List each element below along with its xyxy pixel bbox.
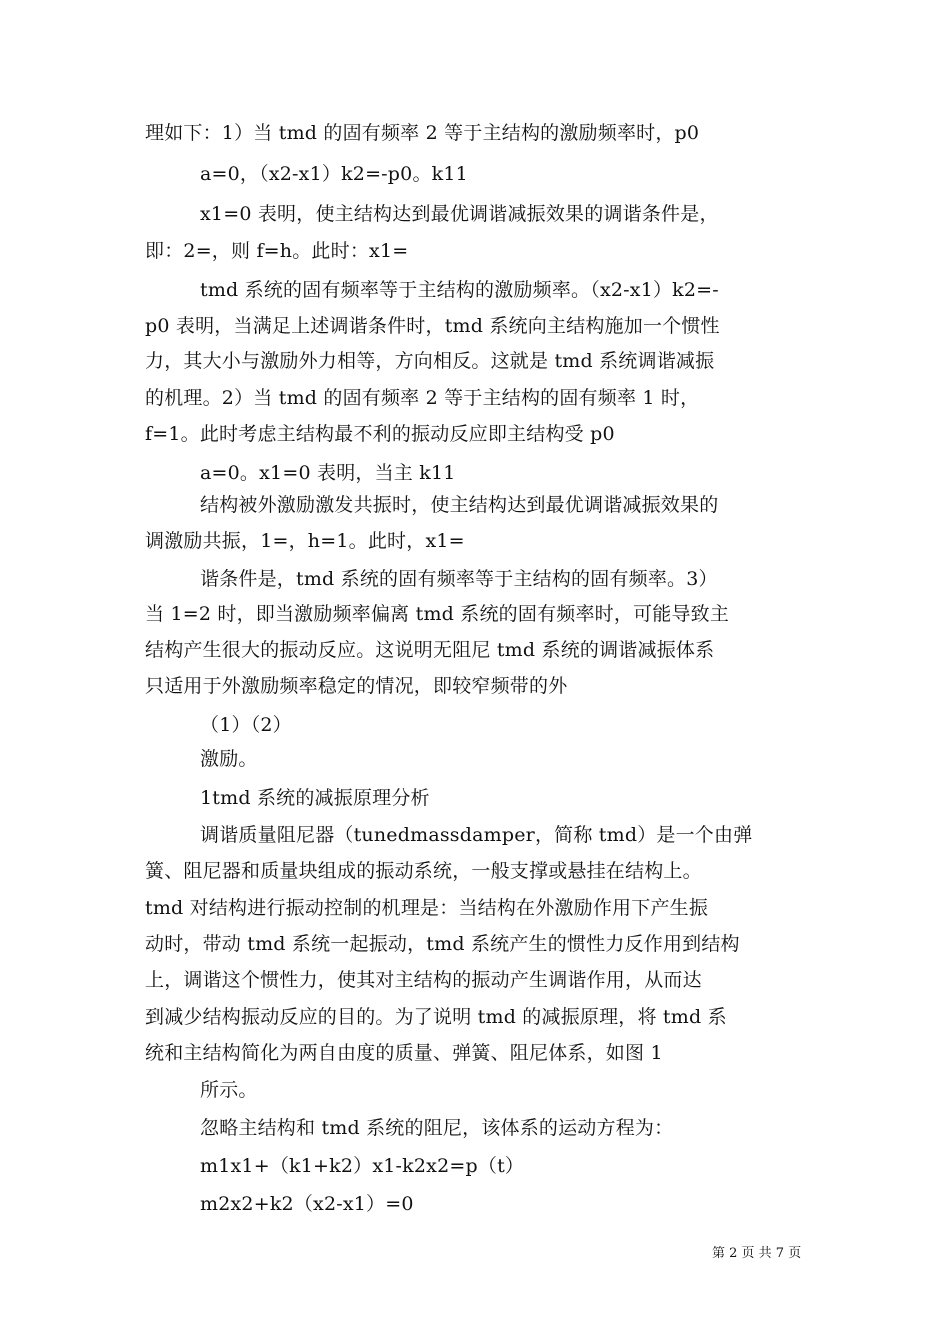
text-line: 谐条件是，tmd 系统的固有频率等于主结构的固有频率。3）	[200, 568, 718, 590]
text-line: p0 表明，当满足上述调谐条件时，tmd 系统向主结构施加一个惯性	[145, 315, 720, 337]
text-line: 结构产生很大的振动反应。这说明无阻尼 tmd 系统的调谐减振体系	[145, 639, 715, 661]
text-line: tmd 系统的固有频率等于主结构的激励频率。（x2-x1）k2=-	[200, 279, 719, 301]
text-line: 忽略主结构和 tmd 系统的阻尼，该体系的运动方程为：	[200, 1117, 674, 1139]
text-line: tmd 对结构进行振动控制的机理是：当结构在外激励作用下产生振	[145, 897, 709, 919]
text-line: 即：2=，则 f=h。此时：x1=	[145, 240, 409, 262]
text-line: 上，调谐这个惯性力，使其对主结构的振动产生调谐作用，从而达	[145, 969, 702, 991]
text-line: f=1。此时考虑主结构最不利的振动反应即主结构受 p0	[145, 423, 615, 445]
section-heading: 1tmd 系统的减振原理分析	[200, 787, 430, 809]
text-line: 激励。	[200, 748, 258, 770]
text-line: 动时，带动 tmd 系统一起振动，tmd 系统产生的惯性力反作用到结构	[145, 933, 740, 955]
equation-line: m1x1+（k1+k2）x1-k2x2=p（t）	[200, 1155, 525, 1177]
text-line: a=0。x1=0 表明，当主 k11	[200, 462, 456, 484]
text-line: 力，其大小与激励外力相等，方向相反。这就是 tmd 系统调谐减振	[145, 350, 715, 372]
text-line: 统和主结构简化为两自由度的质量、弹簧、阻尼体系，如图 1	[145, 1042, 663, 1064]
text-line: x1=0 表明，使主结构达到最优调谐减振效果的调谐条件是，	[200, 203, 719, 225]
text-line: （1）（2）	[200, 714, 292, 736]
text-line: 到减少结构振动反应的目的。为了说明 tmd 的减振原理，将 tmd 系	[145, 1006, 727, 1028]
text-line: 调谐质量阻尼器（tunedmassdamper，简称 tmd）是一个由弹	[200, 824, 753, 846]
equation-line: m2x2+k2（x2-x1）=0	[200, 1193, 414, 1215]
text-line: 的机理。2）当 tmd 的固有频率 2 等于主结构的固有频率 1 时，	[145, 387, 700, 409]
text-line: a=0，（x2-x1）k2=-p0。k11	[200, 163, 468, 185]
text-line: 调激励共振，1=，h=1。此时，x1=	[145, 530, 465, 552]
text-line: 只适用于外激励频率稳定的情况，即较窄频带的外	[145, 675, 568, 697]
text-line: 簧、阻尼器和质量块组成的振动系统，一般支撑或悬挂在结构上。	[145, 860, 702, 882]
page-number: 第 2 页 共 7 页	[712, 1246, 802, 1261]
text-line: 所示。	[200, 1079, 258, 1101]
text-line: 结构被外激励激发共振时，使主结构达到最优调谐减振效果的	[200, 494, 719, 516]
text-line: 理如下：1）当 tmd 的固有频率 2 等于主结构的激励频率时，p0	[145, 122, 700, 144]
text-line: 当 1=2 时，即当激励频率偏离 tmd 系统的固有频率时，可能导致主	[145, 603, 730, 625]
